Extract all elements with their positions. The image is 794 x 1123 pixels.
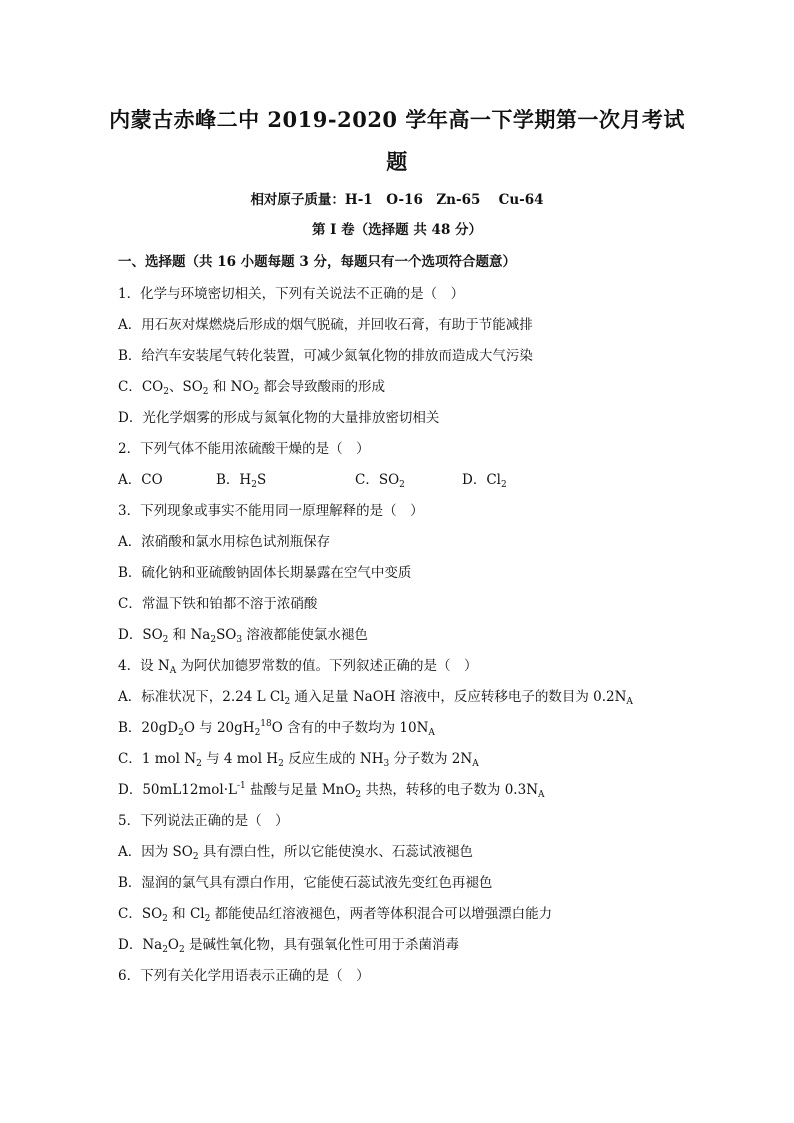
- q3-option-a: A．浓硝酸和氯水用棕色试剂瓶保存: [118, 534, 331, 550]
- q4-option-b: B．$20gD_2O$ 与 $20gH_2^{18}O$ 含有的中子数均为 $10N_A$: [118, 719, 435, 738]
- q5-option-b: B．湿润的氯气具有漂白作用，它能使石蕊试液先变红色再褪色: [118, 875, 493, 891]
- q4-stem: 4．设 $N_A$ 为阿伏加德罗常数的值。下列叙述正确的是（ ）: [118, 658, 478, 676]
- volume-title: 第 I 卷（选择题 共 48 分）: [311, 222, 483, 238]
- q5-option-c: C．$SO_2$ 和 $Cl_2$ 都能使品红溶液褪色，两者等体积混合可以增强漂白能力: [118, 906, 553, 924]
- q2-option-c: C．$SO_2$: [355, 472, 405, 490]
- q1-option-b: B．给汽车安装尾气转化装置，可减少氮氧化物的排放而造成大气污染: [118, 348, 533, 364]
- q4-option-a: A．标准状况下，2.24 L $Cl_2$ 通入足量 NaOH 溶液中，反应转移电子的数目为 $0.2N_A$: [118, 689, 633, 707]
- q6-stem: 6．下列有关化学用语表示正确的是（ ）: [118, 968, 370, 984]
- q3-stem: 3．下列现象或事实不能用同一原理解释的是（ ）: [118, 503, 424, 519]
- q5-option-d: D．$Na_2O_2$ 是碱性氧化物，具有强氧化性可用于杀菌消毒: [118, 937, 460, 955]
- q3-option-c: C．常温下铁和铂都不溶于浓硝酸: [118, 596, 318, 612]
- q3-option-b: B．硫化钠和亚硫酸钠固体长期暴露在空气中变质: [118, 565, 412, 581]
- exam-title-line2: 题: [386, 149, 408, 174]
- q1-stem: 1．化学与环境密切相关，下列有关说法不正确的是（ ）: [118, 286, 465, 302]
- q5-option-a: A．因为 $SO_2$ 具有漂白性，所以它能使溴水、石蕊试液褪色: [118, 844, 473, 862]
- q1-option-c: C．$CO_2$、$SO_2$ 和 $NO_2$ 都会导致酸雨的形成: [118, 379, 386, 397]
- atomic-mass-line: 相对原子质量：H-1 O-16 Zn-65 Cu-64: [250, 192, 544, 208]
- q3-option-d: D．$SO_2$ 和 $Na_2SO_3$ 溶液都能使氯水褪色: [118, 627, 368, 645]
- q5-stem: 5．下列说法正确的是（ ）: [118, 813, 289, 829]
- section-title: 一、选择题（共 16 小题每题 3 分，每题只有一个选项符合题意）: [118, 254, 516, 270]
- q2-option-b: B．$H_2S$: [216, 472, 267, 490]
- q2-stem: 2．下列气体不能用浓硫酸干燥的是（ ）: [118, 441, 370, 457]
- q4-option-c: C．1 mol $N_2$ 与 4 mol $H_2$ 反应生成的 $NH_3$ 分子数为 $2N_A$: [118, 751, 479, 769]
- q4-option-d: D．$50mL12mol\cdot L^{-1}$ 盐酸与足量 MnO$_2$ 共热，转移的电子数为 $0.3N_A$: [118, 781, 545, 800]
- q2-option-a: A．CO: [118, 472, 163, 488]
- q1-option-a: A．用石灰对煤燃烧后形成的烟气脱硫，并回收石膏，有助于节能减排: [118, 317, 533, 333]
- q1-option-d: D．光化学烟雾的形成与氮氧化物的大量排放密切相关: [118, 410, 440, 426]
- exam-title-line1: 内蒙古赤峰二中 2019-2020 学年高一下学期第一次月考试: [109, 107, 685, 132]
- q2-option-d: D．$Cl_2$: [462, 472, 507, 490]
